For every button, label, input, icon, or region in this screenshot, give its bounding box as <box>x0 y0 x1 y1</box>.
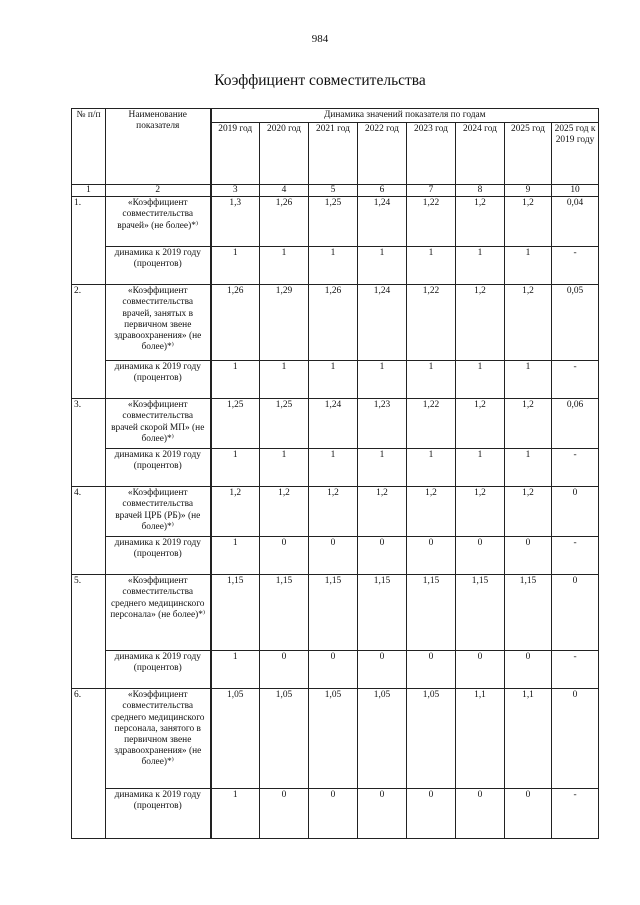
dynamics-value: - <box>552 361 599 399</box>
dynamics-value: - <box>552 789 599 839</box>
dynamics-value: 1 <box>260 247 309 285</box>
indicator-value: 0,06 <box>552 399 599 449</box>
indicator-value: 1,22 <box>407 399 456 449</box>
indicator-value: 1,26 <box>309 285 358 361</box>
col-number: 9 <box>505 185 552 197</box>
col-number: 1 <box>72 185 106 197</box>
col-number: 10 <box>552 185 599 197</box>
row-number: 1. <box>72 197 106 285</box>
dynamics-value: 1 <box>211 789 260 839</box>
indicator-value: 1,2 <box>456 399 505 449</box>
table-row <box>72 487 599 537</box>
indicator-value: 1,15 <box>309 575 358 651</box>
dynamics-value: - <box>552 537 599 575</box>
indicator-value: 1,24 <box>358 285 407 361</box>
dynamics-value: 1 <box>260 361 309 399</box>
header-year: 2023 год <box>407 123 456 185</box>
dynamics-value: 1 <box>211 247 260 285</box>
indicator-name: «Коэффициент совместительства врачей, занятых в первичном звене здравоохранения» (не более)*⁾ <box>106 285 211 361</box>
dynamics-value: 1 <box>309 361 358 399</box>
table-row <box>72 399 599 449</box>
indicator-value: 1,2 <box>505 487 552 537</box>
indicator-value: 1,15 <box>505 575 552 651</box>
dynamics-value: 1 <box>407 361 456 399</box>
document-title: Коэффициент совместительства <box>214 72 426 89</box>
indicator-value: 1,05 <box>358 689 407 789</box>
indicator-value: 0 <box>552 689 599 789</box>
indicator-value: 1,2 <box>505 197 552 247</box>
row-number: 4. <box>72 487 106 575</box>
dynamics-value: - <box>552 651 599 689</box>
header-year: 2021 год <box>309 123 358 185</box>
table-row-dynamics <box>72 449 599 487</box>
dynamics-value: 0 <box>358 651 407 689</box>
row-number: 2. <box>72 285 106 399</box>
table-row <box>72 575 599 651</box>
dynamics-value: 0 <box>505 537 552 575</box>
indicator-value: 1,05 <box>211 689 260 789</box>
row-number: 3. <box>72 399 106 487</box>
indicator-value: 1,3 <box>211 197 260 247</box>
indicator-value: 1,22 <box>407 285 456 361</box>
table-row-dynamics <box>72 537 599 575</box>
table-row-dynamics <box>72 361 599 399</box>
dynamics-value: 0 <box>456 537 505 575</box>
table-row <box>72 689 599 789</box>
indicator-value: 1,25 <box>309 197 358 247</box>
indicator-value: 1,25 <box>260 399 309 449</box>
dynamics-value: 0 <box>505 651 552 689</box>
dynamics-label: динамика к 2019 году (процентов) <box>106 651 211 689</box>
indicator-value: 1,05 <box>407 689 456 789</box>
dynamics-value: 1 <box>211 361 260 399</box>
col-number: 8 <box>456 185 505 197</box>
indicator-value: 1,05 <box>309 689 358 789</box>
dynamics-label: динамика к 2019 году (процентов) <box>106 247 211 285</box>
dynamics-value: 0 <box>456 789 505 839</box>
dynamics-value: 0 <box>505 789 552 839</box>
indicator-value: 0 <box>552 575 599 651</box>
table-row-dynamics <box>72 651 599 689</box>
col-number: 6 <box>358 185 407 197</box>
dynamics-label: динамика к 2019 году (процентов) <box>106 449 211 487</box>
dynamics-value: 1 <box>456 361 505 399</box>
col-number: 2 <box>106 185 211 197</box>
dynamics-value: 1 <box>260 449 309 487</box>
header-years-group: Динамика значений показателя по годам <box>211 109 599 123</box>
col-number: 7 <box>407 185 456 197</box>
header-year: 2020 год <box>260 123 309 185</box>
dynamics-value: 1 <box>407 247 456 285</box>
indicator-value: 1,26 <box>260 197 309 247</box>
indicator-name: «Коэффициент совместительства врачей ЦРБ (РБ)» (не более)*⁾ <box>106 487 211 537</box>
indicator-value: 1,22 <box>407 197 456 247</box>
indicator-value: 1,15 <box>260 575 309 651</box>
table-row-dynamics <box>72 247 599 285</box>
indicator-value: 1,2 <box>211 487 260 537</box>
indicator-value: 1,05 <box>260 689 309 789</box>
dynamics-value: 0 <box>309 651 358 689</box>
col-number: 3 <box>211 185 260 197</box>
dynamics-value: - <box>552 247 599 285</box>
row-number: 6. <box>72 689 106 839</box>
indicator-name: «Коэффициент совместительства врачей скорой МП» (не более)*⁾ <box>106 399 211 449</box>
indicator-value: 0,04 <box>552 197 599 247</box>
header-year: 2025 год к 2019 году <box>552 123 599 185</box>
header-num: № п/п <box>72 109 106 185</box>
indicator-value: 1,24 <box>358 197 407 247</box>
row-number: 5. <box>72 575 106 689</box>
indicator-value: 1,15 <box>358 575 407 651</box>
dynamics-label: динамика к 2019 году (процентов) <box>106 789 211 839</box>
dynamics-value: 1 <box>505 247 552 285</box>
dynamics-value: 0 <box>260 651 309 689</box>
dynamics-value: 1 <box>211 449 260 487</box>
header-year: 2019 год <box>211 123 260 185</box>
dynamics-value: 1 <box>456 449 505 487</box>
indicator-value: 0,05 <box>552 285 599 361</box>
dynamics-value: 0 <box>456 651 505 689</box>
dynamics-value: 1 <box>211 651 260 689</box>
dynamics-value: 1 <box>211 537 260 575</box>
indicator-value: 1,2 <box>456 285 505 361</box>
indicator-value: 1,15 <box>211 575 260 651</box>
header-name: Наименование показателя <box>106 109 211 185</box>
table-body <box>72 197 599 839</box>
dynamics-value: 1 <box>456 247 505 285</box>
indicator-value: 1,25 <box>211 399 260 449</box>
indicator-value: 1,15 <box>407 575 456 651</box>
dynamics-value: 1 <box>309 247 358 285</box>
indicator-value: 1,29 <box>260 285 309 361</box>
indicator-value: 1,1 <box>456 689 505 789</box>
dynamics-value: 1 <box>407 449 456 487</box>
indicator-name: «Коэффициент совместительства врачей» (не более)*⁾ <box>106 197 211 247</box>
dynamics-label: динамика к 2019 году (процентов) <box>106 361 211 399</box>
header-row-col-numbers <box>72 185 599 197</box>
dynamics-value: 1 <box>358 449 407 487</box>
indicator-value: 1,2 <box>456 487 505 537</box>
header-year: 2022 год <box>358 123 407 185</box>
dynamics-value: 0 <box>358 537 407 575</box>
dynamics-value: 1 <box>505 449 552 487</box>
indicator-value: 1,2 <box>505 399 552 449</box>
indicator-value: 1,2 <box>505 285 552 361</box>
table-row <box>72 285 599 361</box>
indicator-value: 1,2 <box>456 197 505 247</box>
indicator-value: 1,15 <box>456 575 505 651</box>
indicator-value: 1,24 <box>309 399 358 449</box>
dynamics-value: 1 <box>358 247 407 285</box>
dynamics-value: 0 <box>407 537 456 575</box>
indicator-name: «Коэффициент совместительства среднего медицинского персонала» (не более)*⁾ <box>106 575 211 651</box>
table-row-dynamics <box>72 789 599 839</box>
dynamics-value: 1 <box>505 361 552 399</box>
indicator-value: 1,26 <box>211 285 260 361</box>
indicator-value: 1,23 <box>358 399 407 449</box>
dynamics-value: 0 <box>358 789 407 839</box>
dynamics-value: 0 <box>260 537 309 575</box>
dynamics-label: динамика к 2019 году (процентов) <box>106 537 211 575</box>
indicator-value: 1,2 <box>407 487 456 537</box>
indicator-value: 1,1 <box>505 689 552 789</box>
header-year: 2025 год <box>505 123 552 185</box>
dynamics-value: 0 <box>309 537 358 575</box>
dynamics-value: 0 <box>407 651 456 689</box>
dynamics-value: 1 <box>309 449 358 487</box>
indicator-value: 1,2 <box>260 487 309 537</box>
indicator-value: 0 <box>552 487 599 537</box>
header-year: 2024 год <box>456 123 505 185</box>
indicator-name: «Коэффициент совместительства среднего медицинского персонала, занятого в первичном звене здравоохранения» (не более)*⁾ <box>106 689 211 789</box>
dynamics-value: 0 <box>407 789 456 839</box>
dynamics-value: 1 <box>358 361 407 399</box>
dynamics-value: - <box>552 449 599 487</box>
coefficient-table <box>71 108 599 839</box>
indicator-value: 1,2 <box>358 487 407 537</box>
header-row-group <box>72 109 599 123</box>
page-number: 984 <box>311 33 329 45</box>
dynamics-value: 0 <box>260 789 309 839</box>
indicator-value: 1,2 <box>309 487 358 537</box>
col-number: 4 <box>260 185 309 197</box>
dynamics-value: 0 <box>309 789 358 839</box>
table-row <box>72 197 599 247</box>
col-number: 5 <box>309 185 358 197</box>
